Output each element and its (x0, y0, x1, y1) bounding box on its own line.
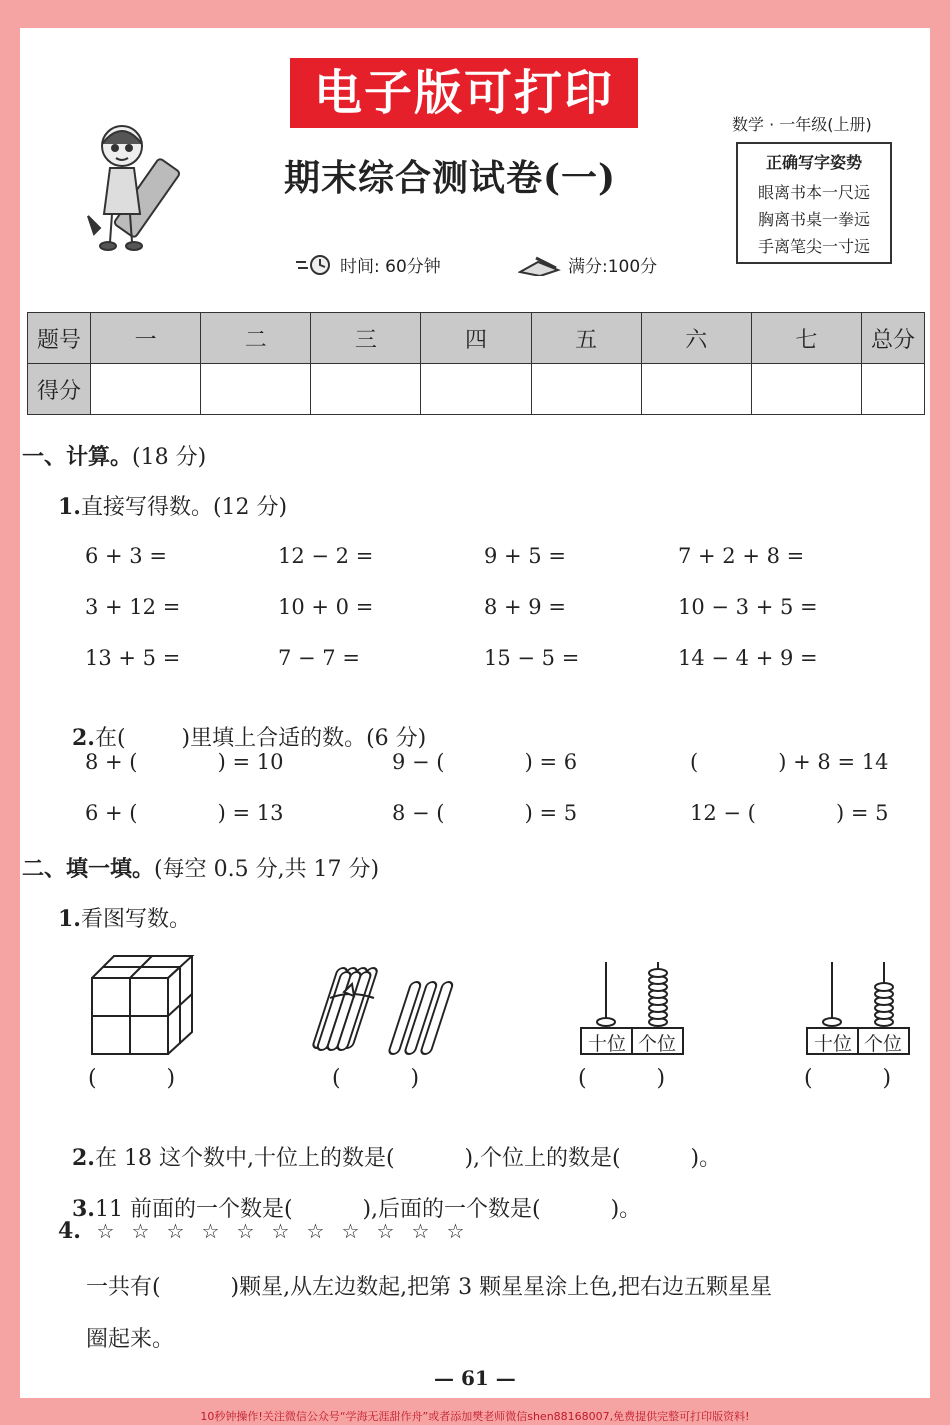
answer-blank[interactable]: ( ) (332, 1066, 420, 1091)
abacus-ones-label: 个位 (863, 1033, 902, 1055)
score-cell[interactable] (421, 364, 531, 415)
question-number: 1. (58, 494, 81, 520)
clock-icon (294, 254, 334, 276)
equation: 14 − 4 + 9 = (678, 646, 818, 670)
question-text: 在 18 这个数中,十位上的数是( ),个位上的数是( )。 (94, 1146, 722, 1171)
star-icon: ☆ (376, 1219, 395, 1243)
fill-blank-equation: 9 − ( ) = 6 (392, 750, 578, 774)
sticks-bundle-picture (310, 962, 470, 1056)
posture-heading: 正确写字姿势 (765, 153, 862, 172)
star-icon: ☆ (131, 1219, 150, 1243)
time-info (294, 252, 441, 277)
promo-footer-note: 10秒钟操作!关注微信公众号“学海无涯甜作舟”或者添加樊老师微信shen88168007,免费提供完整可打印版资料! (200, 1410, 750, 1423)
question-text: 直接写得数。(12 分) (80, 495, 288, 520)
section-title: 一、计算。 (22, 444, 133, 470)
score-cell[interactable] (91, 364, 201, 415)
abacus-ones-label: 个位 (637, 1033, 676, 1055)
column-header: 五 (531, 313, 641, 364)
question-2-1 (58, 902, 191, 933)
equation: 7 + 2 + 8 = (678, 544, 805, 568)
answer-blank[interactable]: ( ) (578, 1066, 666, 1091)
question-text: 在( )里填上合适的数。(6 分) (94, 726, 427, 751)
star-icon: ☆ (411, 1219, 430, 1243)
score-cell[interactable] (531, 364, 641, 415)
column-header: 一 (91, 313, 201, 364)
full-score-text: 满分:100分 (568, 257, 658, 277)
score-cell[interactable] (641, 364, 751, 415)
score-row-header: 得分 (28, 364, 91, 415)
question-1-2 (58, 696, 426, 752)
score-cell[interactable] (751, 364, 861, 415)
book-pen-icon (518, 254, 562, 276)
question-2-3 (58, 1167, 641, 1223)
equation: 10 + 0 = (278, 595, 374, 619)
fill-blank-equation: 8 − ( ) = 5 (392, 801, 578, 825)
star-icon: ☆ (306, 1219, 325, 1243)
question-number: 2. (72, 1145, 95, 1171)
star-icon: ☆ (236, 1219, 255, 1243)
table-row (28, 313, 925, 364)
section-points: (每空 0.5 分,共 17 分) (154, 857, 380, 882)
column-header: 七 (751, 313, 861, 364)
fill-blank-equation: 12 − ( ) = 5 (690, 801, 889, 825)
equation: 12 − 2 = (278, 544, 374, 568)
question-2-4-text: 一共有( )颗星,从左边数起,把第 3 颗星星涂上色,把右边五颗星星 (86, 1275, 773, 1300)
answer-blank[interactable]: ( ) (88, 1066, 176, 1091)
question-number: 1. (58, 906, 81, 932)
full-score-info (518, 252, 657, 277)
question-2-2 (58, 1116, 721, 1172)
column-header: 二 (201, 313, 311, 364)
abacus-tens-label: 十位 (813, 1033, 852, 1055)
section-1-heading (22, 440, 206, 471)
equation: 7 − 7 = (278, 646, 360, 670)
score-cell[interactable] (862, 364, 925, 415)
section-2-heading (22, 852, 379, 883)
question-2-4-stars (58, 1218, 473, 1244)
question-text: 看图写数。 (80, 907, 191, 932)
fill-blank-equation: ( ) + 8 = 14 (690, 750, 889, 774)
star-row (88, 1219, 473, 1244)
subject-grade: 数学 · 一年级(上册) (732, 115, 872, 134)
question-number: 4. (58, 1218, 81, 1244)
equation: 8 + 9 = (484, 595, 566, 619)
column-header: 总分 (862, 313, 925, 364)
star-icon: ☆ (166, 1219, 185, 1243)
score-cell[interactable] (311, 364, 421, 415)
question-number: 3. (72, 1196, 95, 1222)
answer-blank[interactable]: ( ) (804, 1066, 892, 1091)
column-header: 六 (641, 313, 751, 364)
posture-line: 胸离书桌一拳远 (757, 210, 870, 229)
equation: 6 + 3 = (85, 544, 167, 568)
star-icon: ☆ (341, 1219, 360, 1243)
posture-line: 眼离书本一尺远 (757, 183, 870, 202)
abacus-tens-label: 十位 (587, 1033, 626, 1055)
time-text: 时间: 60分钟 (340, 257, 441, 277)
star-icon: ☆ (446, 1219, 465, 1243)
table-row (28, 364, 925, 415)
question-2-4-text-cont: 圈起来。 (86, 1327, 175, 1352)
column-header: 四 (421, 313, 531, 364)
star-icon: ☆ (201, 1219, 220, 1243)
question-number-header: 题号 (28, 313, 91, 364)
equation: 15 − 5 = (484, 646, 580, 670)
column-header: 三 (311, 313, 421, 364)
fill-blank-equation: 6 + ( ) = 13 (85, 801, 284, 825)
star-icon: ☆ (96, 1219, 115, 1243)
question-text: 11 前面的一个数是( ),后面的一个数是( )。 (94, 1197, 642, 1222)
exam-title: 期末综合测试卷(一) (284, 157, 617, 199)
girl-with-pencil-illustration (84, 118, 204, 258)
writing-posture-box (736, 142, 892, 264)
section-title: 二、填一填。 (22, 856, 155, 882)
equation: 10 − 3 + 5 = (678, 595, 818, 619)
score-cell[interactable] (201, 364, 311, 415)
question-1-1 (58, 490, 287, 521)
cube-blocks-picture (88, 952, 198, 1058)
score-table (27, 312, 925, 415)
star-icon: ☆ (271, 1219, 290, 1243)
equation: 9 + 5 = (484, 544, 566, 568)
equation: 13 + 5 = (85, 646, 181, 670)
posture-line: 手离笔尖一寸远 (757, 237, 870, 256)
section-points: (18 分) (132, 445, 207, 470)
question-number: 2. (72, 725, 95, 751)
page-number: — 61 — (434, 1366, 516, 1390)
equation: 3 + 12 = (85, 595, 181, 619)
printable-banner: 电子版可打印 (290, 58, 638, 128)
fill-blank-equation: 8 + ( ) = 10 (85, 750, 284, 774)
